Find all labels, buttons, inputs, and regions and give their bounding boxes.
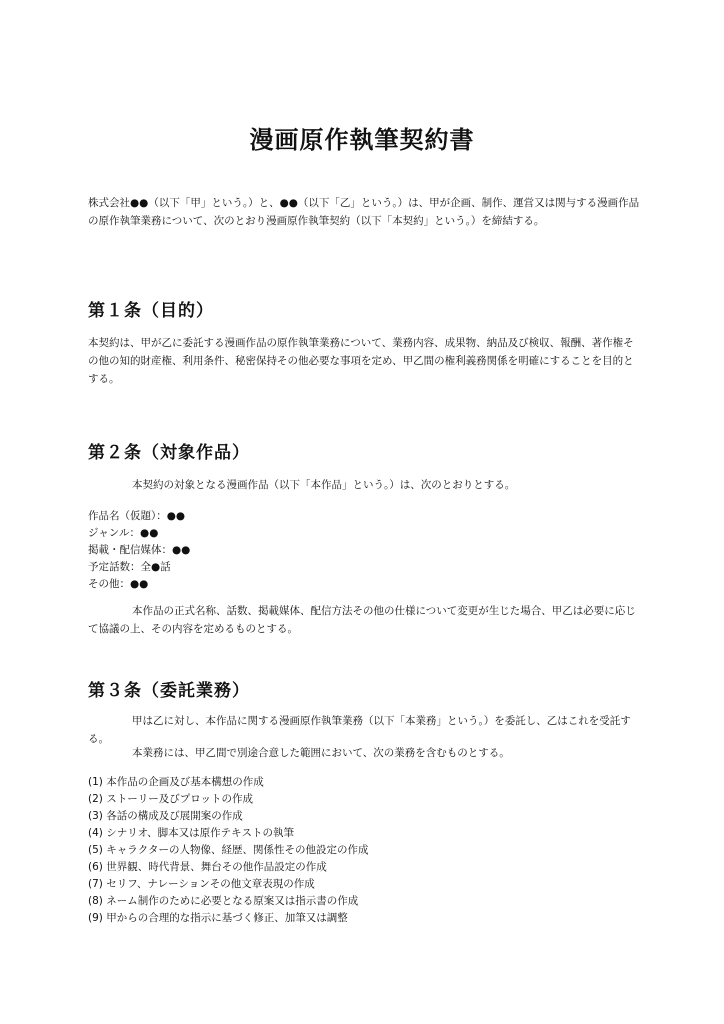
list-item: (2) ストーリー及びプロットの作成: [88, 793, 254, 805]
list-item: (5) キャラクターの人物像、経歴、関係性その他設定の作成: [88, 844, 369, 856]
list-item: その他：●●: [88, 578, 149, 590]
list-item: 掲載・配信媒体：●●: [88, 544, 191, 556]
list-item: 作品名（仮題）：●●: [88, 510, 186, 522]
article-2-heading: 第２条（対象作品）: [88, 443, 250, 463]
list-item: (7) セリフ、ナレーションその他文章表現の作成: [88, 878, 315, 890]
list-item: (4) シナリオ、脚本又は原作テキストの執筆: [88, 827, 294, 839]
list-item: (6) 世界観、時代背景、舞台その他作品設定の作成: [88, 861, 327, 873]
list-item: (9) 甲からの合理的な指示に基づく修正、加筆又は調整: [88, 912, 348, 924]
article-1-body: 本契約は、甲が乙に委託する漫画作品の原作執筆業務について、業務内容、成果物、納品及び検収、報酬、著作権その他の知的財産権、利用条件、秘密保持その他必要な事項を定め、甲乙間の権利義務関係を明確にすることを目的とする。: [88, 337, 634, 385]
document-title: 漫画原作執筆契約書: [249, 126, 475, 154]
list-item: 予定話数：全●話: [88, 561, 171, 573]
list-item: (8) ネーム制作のために必要となる原案又は指示書の作成: [88, 895, 359, 907]
article-2-note: 本作品の正式名称、話数、掲載媒体、配信方法その他の仕様について変更が生じた場合、甲乙は必要に応じて協議の上、その内容を定めるものとする。: [88, 605, 636, 635]
article-2-item-list: [88, 508, 648, 593]
article-1-heading: 第１条（目的）: [88, 301, 214, 321]
list-item: ジャンル：●●: [88, 527, 159, 539]
article-3-para-1: 甲は乙に対し、本作品に関する漫画原作執筆業務（以下「本業務」という。）を委託し、乙はこれを受託する。: [88, 715, 631, 745]
article-2-intro: 本契約の対象となる漫画作品（以下「本作品」という。）は、次のとおりとする。: [132, 479, 516, 491]
article-3-para-2: 本業務には、甲乙間で別途合意した範囲において、次の業務を含むものとする。: [132, 747, 510, 759]
article-3-heading: 第３条（委託業務）: [88, 681, 250, 701]
preamble: 株式会社●●（以下「甲」という。）と、●●（以下「乙」という。）は、甲が企画、制作、運営又は関与する漫画作品の原作執筆業務について、次のとおり漫画原作執筆契約（以下「本契約」という。）を締結する。: [88, 197, 640, 227]
list-item: (1) 本作品の企画及び基本構想の作成: [88, 776, 264, 788]
article-3-task-list: [88, 774, 648, 927]
list-item: (3) 各話の構成及び展開案の作成: [88, 810, 243, 822]
